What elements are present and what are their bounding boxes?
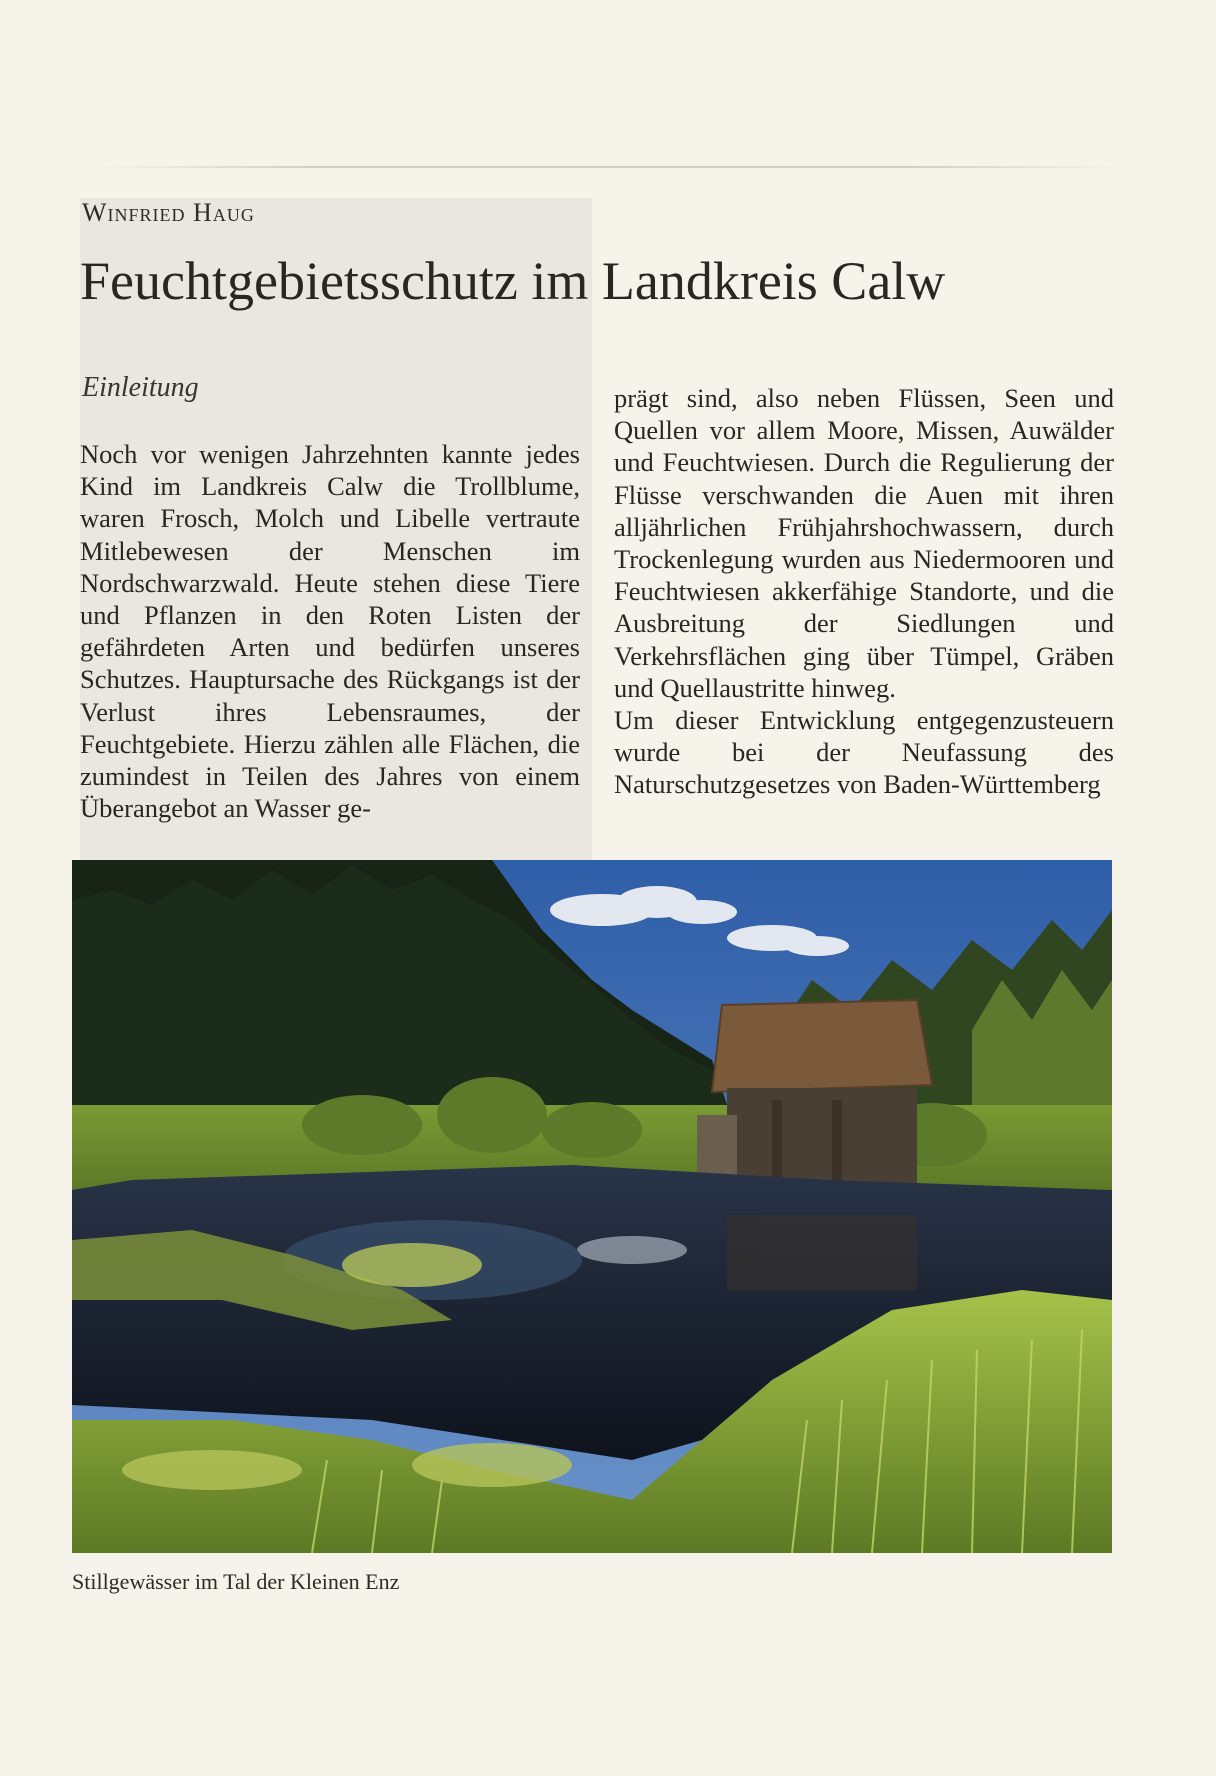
figure-caption: Stillgewässer im Tal der Kleinen Enz [72, 1569, 400, 1594]
bleed-through-rule [100, 166, 1120, 168]
text-column-left [80, 438, 580, 824]
article-title: Feuchtgebietsschutz im Landkreis Calw [80, 251, 946, 311]
paragraph: prägt sind, also neben Flüssen, Seen und Quellen vor allem Moore, Missen, Auwälder und Feuchtwiesen. Durch die Regulierung der Flüsse verschwanden die Auen mit ihren alljährlichen Frühjahrshochwassern, durch Trockenlegung wurden aus Niedermooren und Feuchtwiesen akkerfähige Standorte, und die Ausbreitung der Siedlungen und Verkehrsflächen ging über Tümpel, Gräben und Quellaustritte hinweg. [614, 383, 1114, 703]
pond-hut-illustration [72, 860, 1112, 1553]
landscape-photo [72, 860, 1112, 1553]
paragraph: Um dieser Entwicklung entgegenzusteuern wurde bei der Neufassung des Naturschutzgesetzes von Baden-Württemberg [614, 705, 1114, 800]
author-name: Winfried Haug [82, 198, 255, 227]
text-column-right [614, 382, 1114, 801]
paragraph: Noch vor wenigen Jahrzehnten kannte jedes Kind im Landkreis Calw die Trollblume, waren Frosch, Molch und Libelle vertraute Mitlebewesen der Menschen im Nordschwarzwald. Heute stehen diese Tiere und Pflanzen in den Roten Listen der gefährdeten Arten und bedürfen unseres Schutzes. Hauptursache des Rückgangs ist der Verlust ihres Lebensraumes, der Feuchtgebiete. Hierzu zählen alle Flächen, die zumindest in Teilen des Jahres von einem Überangebot an Wasser ge- [80, 439, 580, 824]
section-heading: Einleitung [82, 372, 199, 403]
